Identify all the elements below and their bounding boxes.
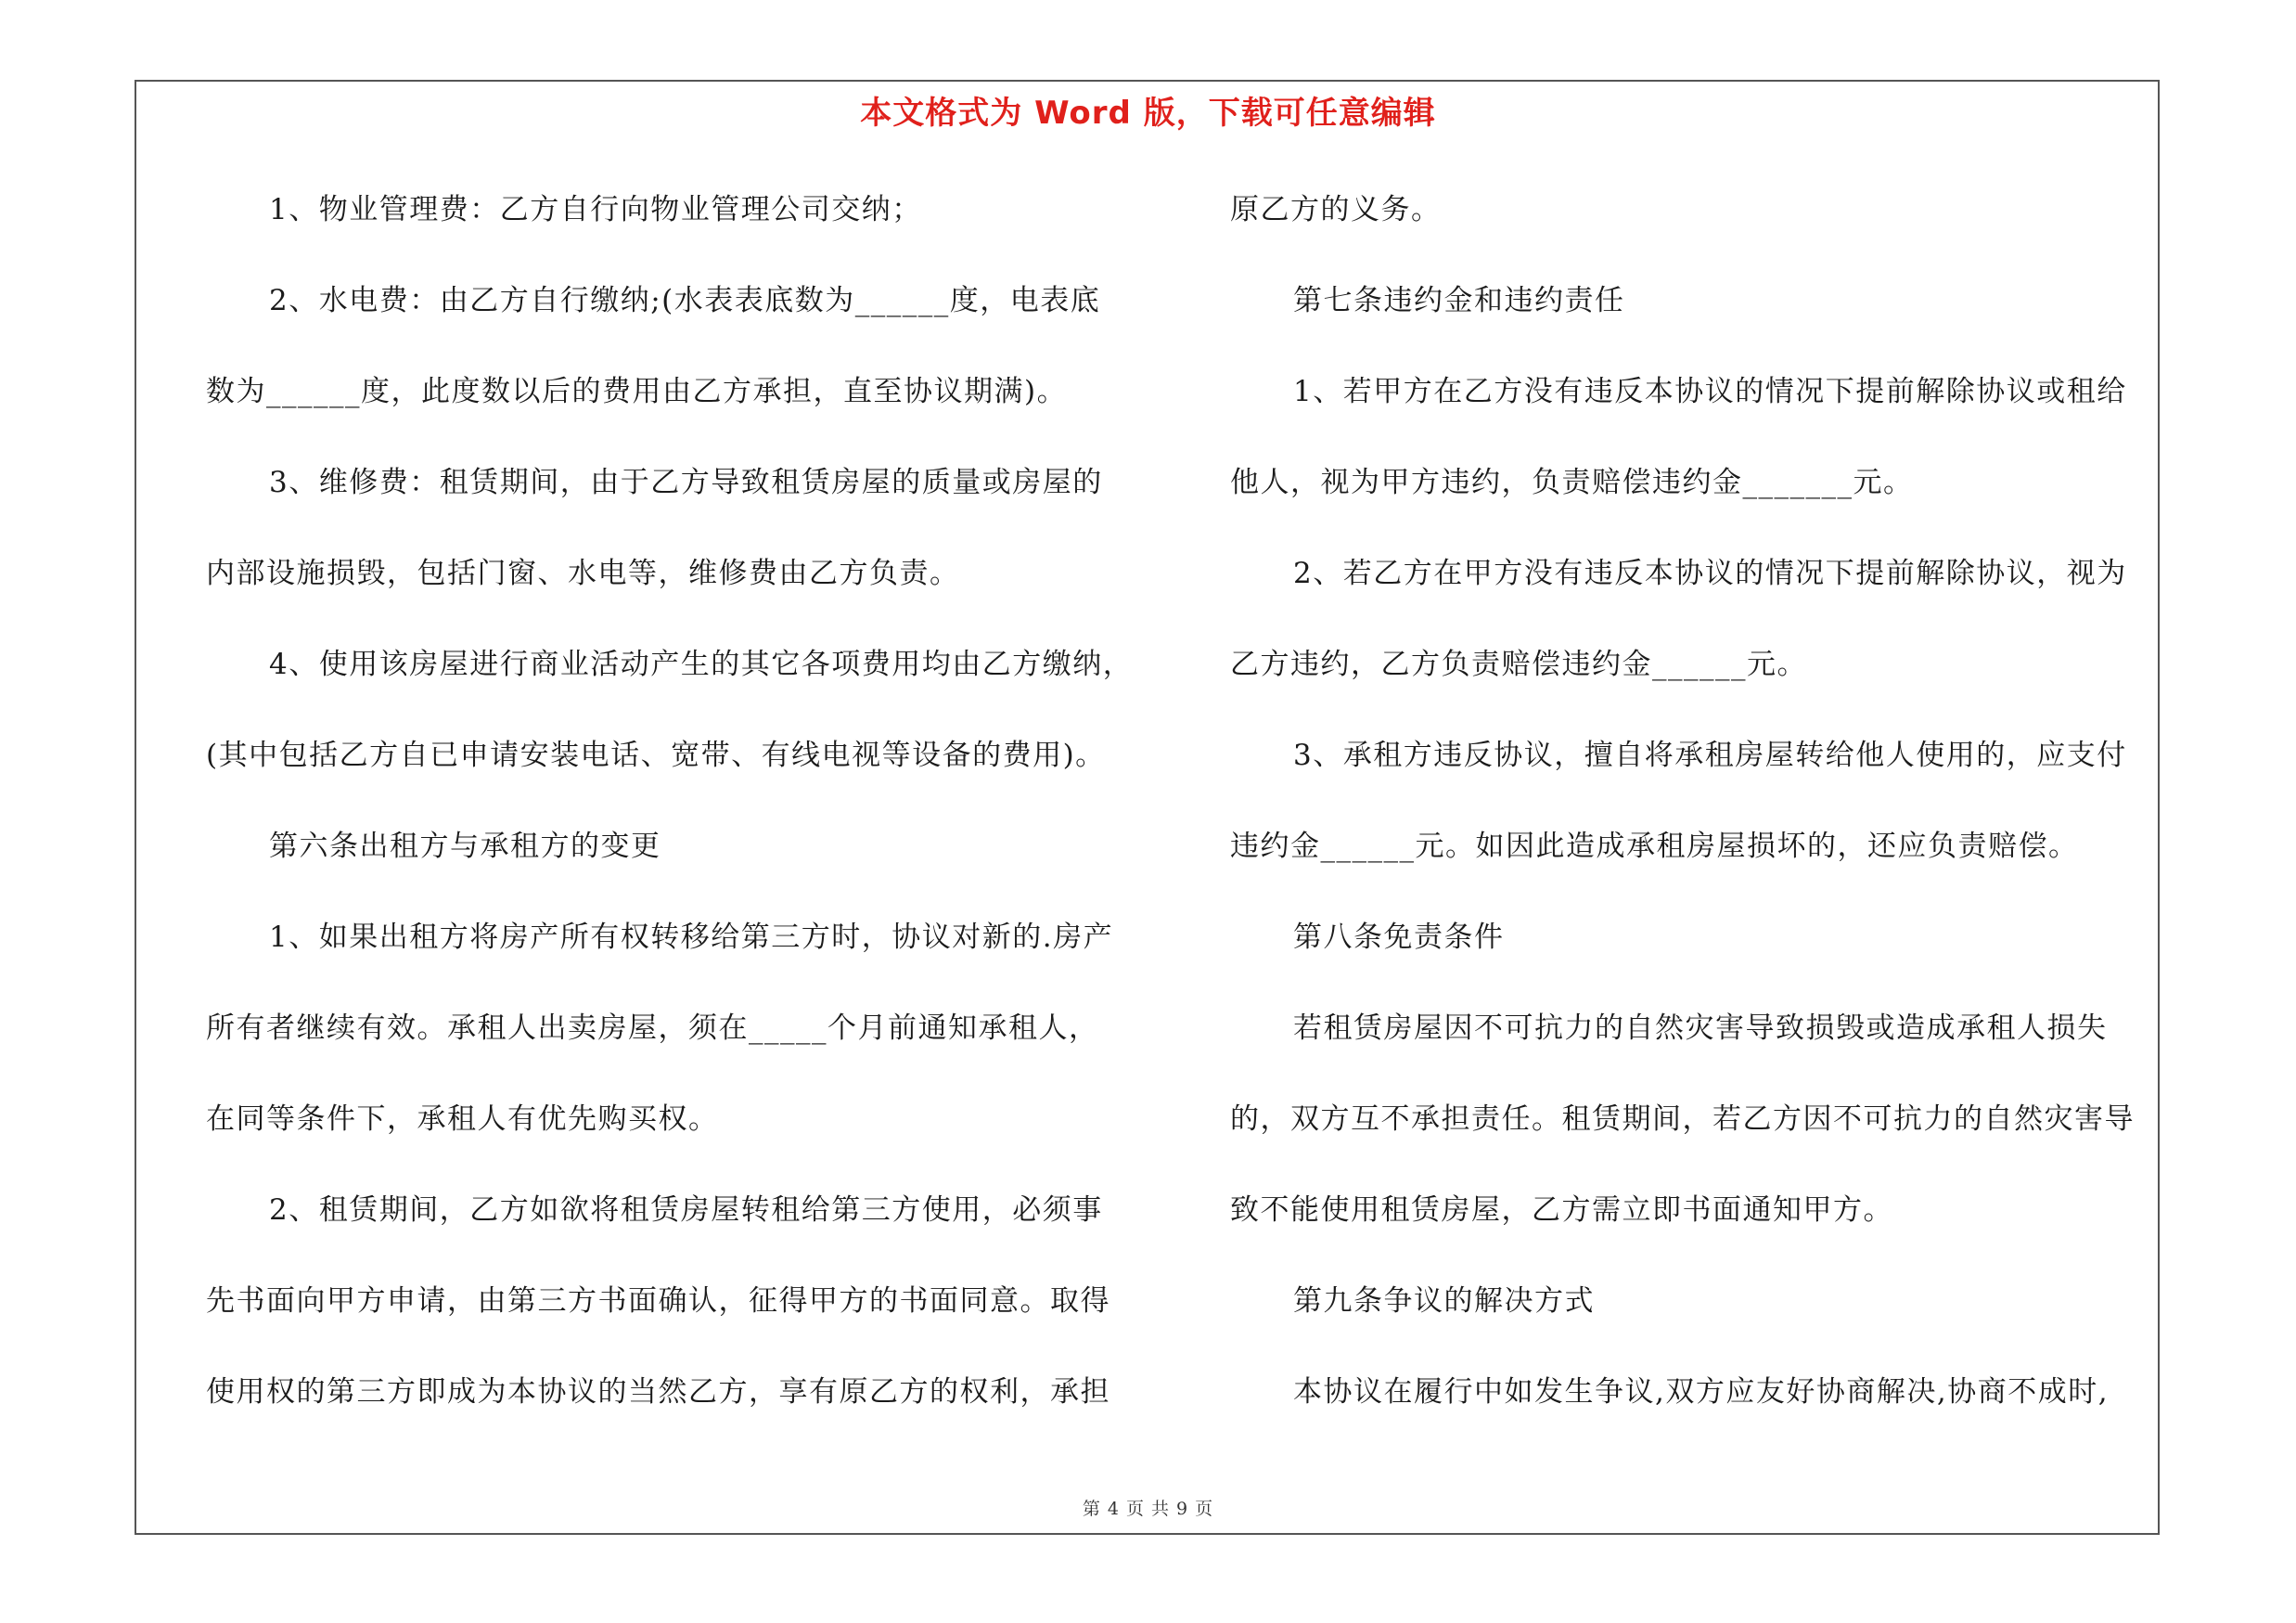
text-line: 1、物业管理费：乙方自行向物业管理公司交纳；: [269, 193, 922, 226]
text-line: 先书面向甲方申请，由第三方书面确认，征得甲方的书面同意。取得: [206, 1284, 1110, 1318]
left-column: [206, 176, 1134, 1449]
page-number-footer: 第 4 页 共 9 页: [1082, 1499, 1214, 1519]
text-line: 第六条出租方与承租方的变更: [269, 830, 661, 863]
text-line: 内部设施损毁，包括门窗、水电等，维修费由乙方负责。: [206, 557, 960, 590]
text-line: 若租赁房屋因不可抗力的自然灾害导致损毁或造成承租人损失: [1293, 1011, 2108, 1045]
text-line: 3、维修费：租赁期间，由于乙方导致租赁房屋的质量或房屋的: [269, 466, 1103, 499]
text-line: 的，双方互不承担责任。租赁期间，若乙方因不可抗力的自然灾害导: [1230, 1102, 2135, 1136]
text-line: 第七条违约金和违约责任: [1293, 284, 1625, 317]
text-line: 乙方违约，乙方负责赔偿违约金______元。: [1230, 648, 1807, 681]
text-line: 他人，视为甲方违约，负责赔偿违约金_______元。: [1230, 466, 1914, 499]
text-line: 2、若乙方在甲方没有违反本协议的情况下提前解除协议，视为: [1293, 557, 2127, 590]
text-line: 第九条争议的解决方式: [1293, 1284, 1595, 1318]
text-line: 在同等条件下，承租人有优先购买权。: [206, 1102, 719, 1136]
text-line: 所有者继续有效。承租人出卖房屋，须在_____个月前通知承租人，: [206, 1011, 1099, 1045]
text-line: 违约金______元。如因此造成承租房屋损坏的，还应负责赔偿。: [1230, 830, 2079, 863]
text-line: 使用权的第三方即成为本协议的当然乙方，享有原乙方的权利，承担: [206, 1375, 1110, 1409]
text-line: 2、租赁期间，乙方如欲将租赁房屋转租给第三方使用，必须事: [269, 1193, 1103, 1227]
text-line: 4、使用该房屋进行商业活动产生的其它各项费用均由乙方缴纳，: [269, 648, 1134, 681]
text-line: 2、水电费：由乙方自行缴纳;(水表表底数为______度，电表底: [269, 284, 1101, 317]
text-line: 1、若甲方在乙方没有违反本协议的情况下提前解除协议或租给: [1293, 375, 2127, 408]
text-line: 第八条免责条件: [1293, 921, 1505, 954]
format-notice-banner: 本文格式为 Word 版，下载可任意编辑: [860, 95, 1436, 132]
text-line: 本协议在履行中如发生争议,双方应友好协商解决,协商不成时,: [1293, 1375, 2110, 1409]
text-line: 1、如果出租方将房产所有权转移给第三方时，协议对新的.房产: [269, 921, 1114, 954]
text-line: 3、承租方违反协议，擅自将承租房屋转给他人使用的，应支付: [1293, 739, 2127, 772]
text-line: 数为______度，此度数以后的费用由乙方承担，直至协议期满)。: [206, 375, 1068, 408]
text-line: 原乙方的义务。: [1230, 193, 1442, 226]
text-line: 致不能使用租赁房屋，乙方需立即书面通知甲方。: [1230, 1193, 1893, 1227]
right-column: [1230, 176, 2158, 1449]
text-line: (其中包括乙方自已申请安装电话、宽带、有线电视等设备的费用)。: [206, 739, 1106, 772]
